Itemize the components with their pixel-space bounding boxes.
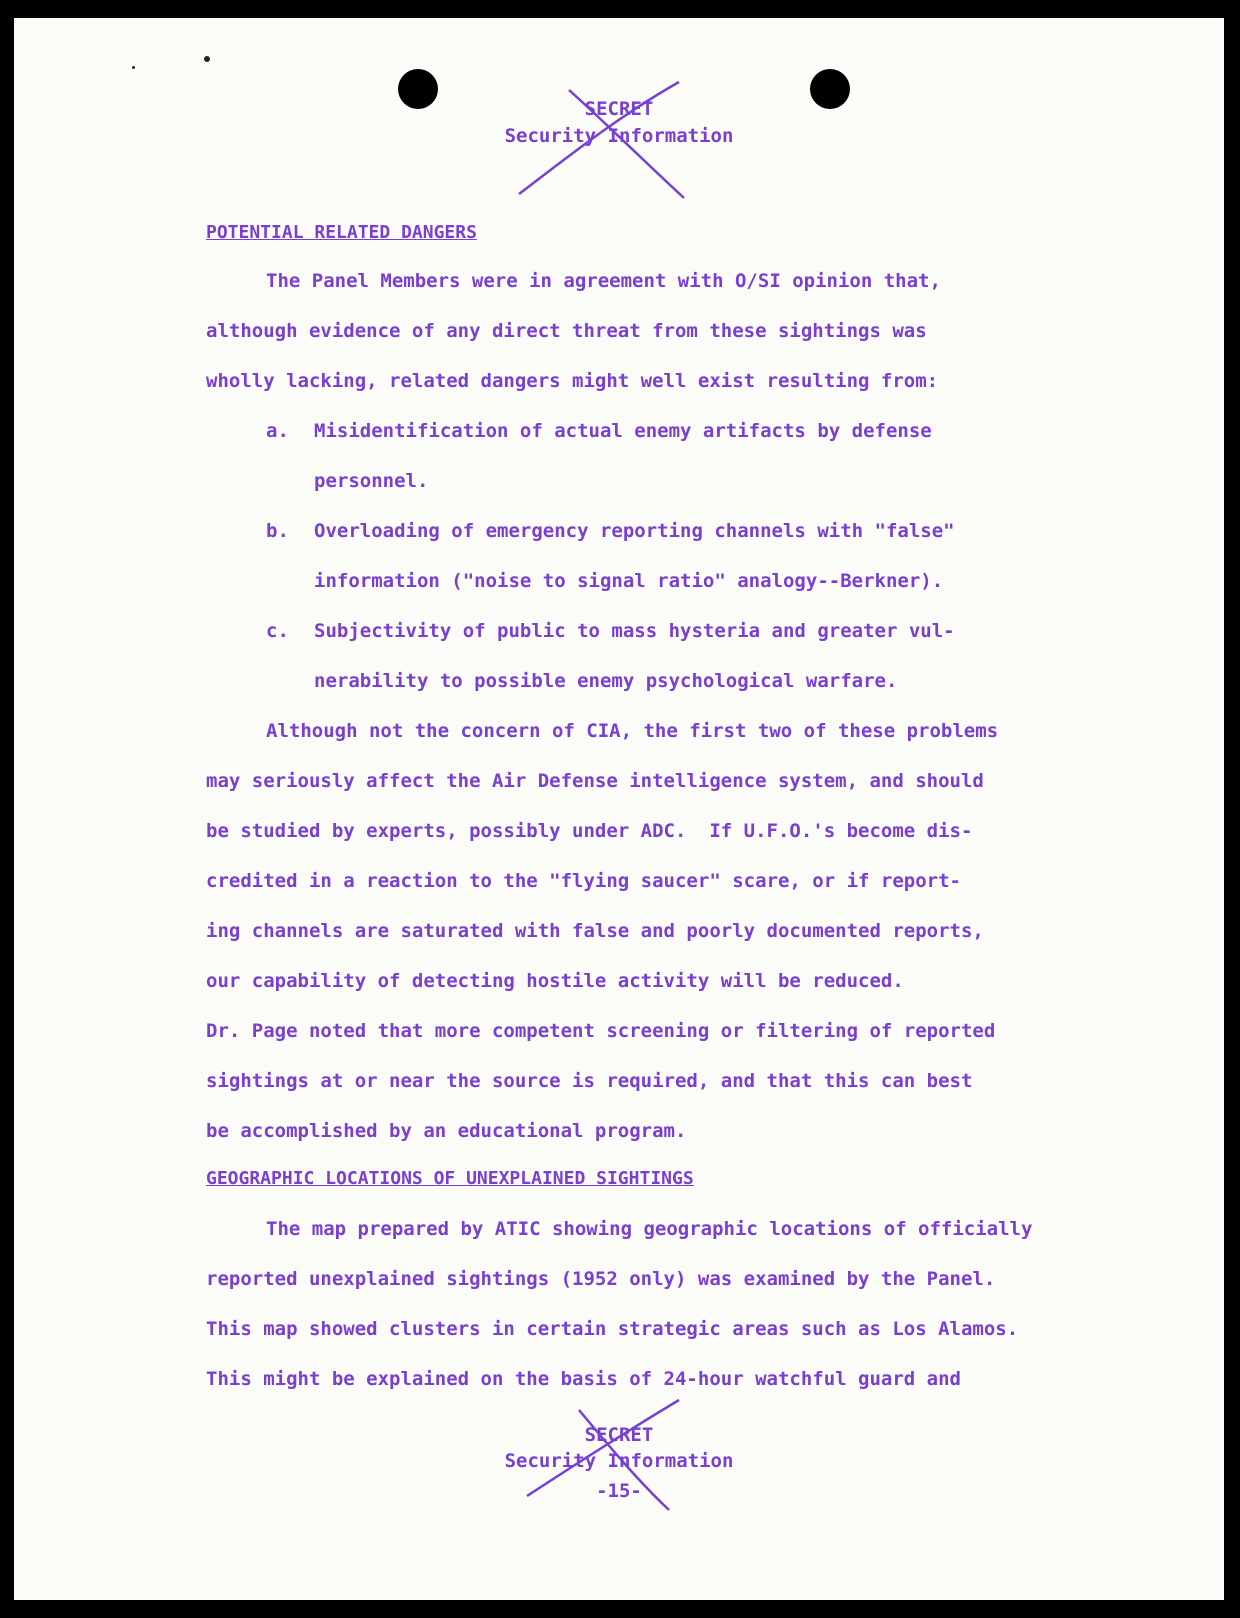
page-number: -15-: [596, 1480, 642, 1502]
list-item-letter-c: c.: [266, 620, 289, 642]
body-line: Although not the concern of CIA, the first two of these problems: [266, 720, 999, 742]
document-page: [14, 18, 1224, 1600]
body-line: The Panel Members were in agreement with O/SI opinion that,: [266, 270, 941, 292]
list-item-line: Subjectivity of public to mass hysteria and greater vul-: [314, 620, 955, 642]
list-item-letter-a: a.: [266, 420, 289, 442]
body-line: ing channels are saturated with false and poorly documented reports,: [206, 920, 984, 942]
ink-speck: [204, 56, 210, 62]
section-heading-potential-dangers: POTENTIAL RELATED DANGERS: [206, 222, 477, 243]
list-item-letter-b: b.: [266, 520, 289, 542]
list-item-line: Misidentification of actual enemy artifacts by defense: [314, 420, 932, 442]
list-item-line: personnel.: [314, 470, 429, 492]
body-line: may seriously affect the Air Defense intelligence system, and should: [206, 770, 984, 792]
body-line: reported unexplained sightings (1952 only) was examined by the Panel.: [206, 1268, 996, 1290]
section-heading-geographic-locations: GEOGRAPHIC LOCATIONS OF UNEXPLAINED SIGHTINGS: [206, 1168, 694, 1189]
classification-line1: SECRET: [584, 98, 654, 120]
body-line: wholly lacking, related dangers might well exist resulting from:: [206, 370, 939, 392]
body-line: credited in a reaction to the "flying saucer" scare, or if report-: [206, 870, 961, 892]
body-line: This might be explained on the basis of 24-hour watchful guard and: [206, 1368, 961, 1390]
list-item-line: nerability to possible enemy psychological warfare.: [314, 670, 898, 692]
classification-line2: Security Information: [504, 125, 734, 147]
body-line: be studied by experts, possibly under ADC. If U.F.O.'s become dis-: [206, 820, 973, 842]
body-line: our capability of detecting hostile activity will be reduced.: [206, 970, 904, 992]
declassification-cross-mark: [519, 1396, 704, 1516]
declassification-cross-mark: [509, 76, 709, 206]
body-line: although evidence of any direct threat from these sightings was: [206, 320, 927, 342]
classification-line1: SECRET: [584, 1424, 654, 1446]
body-line: sightings at or near the source is required, and that this can best: [206, 1070, 973, 1092]
body-line: Dr. Page noted that more competent screening or filtering of reported: [206, 1020, 996, 1042]
body-line: be accomplished by an educational program.: [206, 1120, 687, 1142]
classification-line2: Security Information: [504, 1450, 734, 1472]
body-line: This map showed clusters in certain strategic areas such as Los Alamos.: [206, 1318, 1019, 1340]
body-line: The map prepared by ATIC showing geographic locations of officially: [266, 1218, 1033, 1240]
ink-speck: [132, 66, 135, 69]
list-item-line: information ("noise to signal ratio" analogy--Berkner).: [314, 570, 944, 592]
list-item-line: Overloading of emergency reporting channels with "false": [314, 520, 955, 542]
